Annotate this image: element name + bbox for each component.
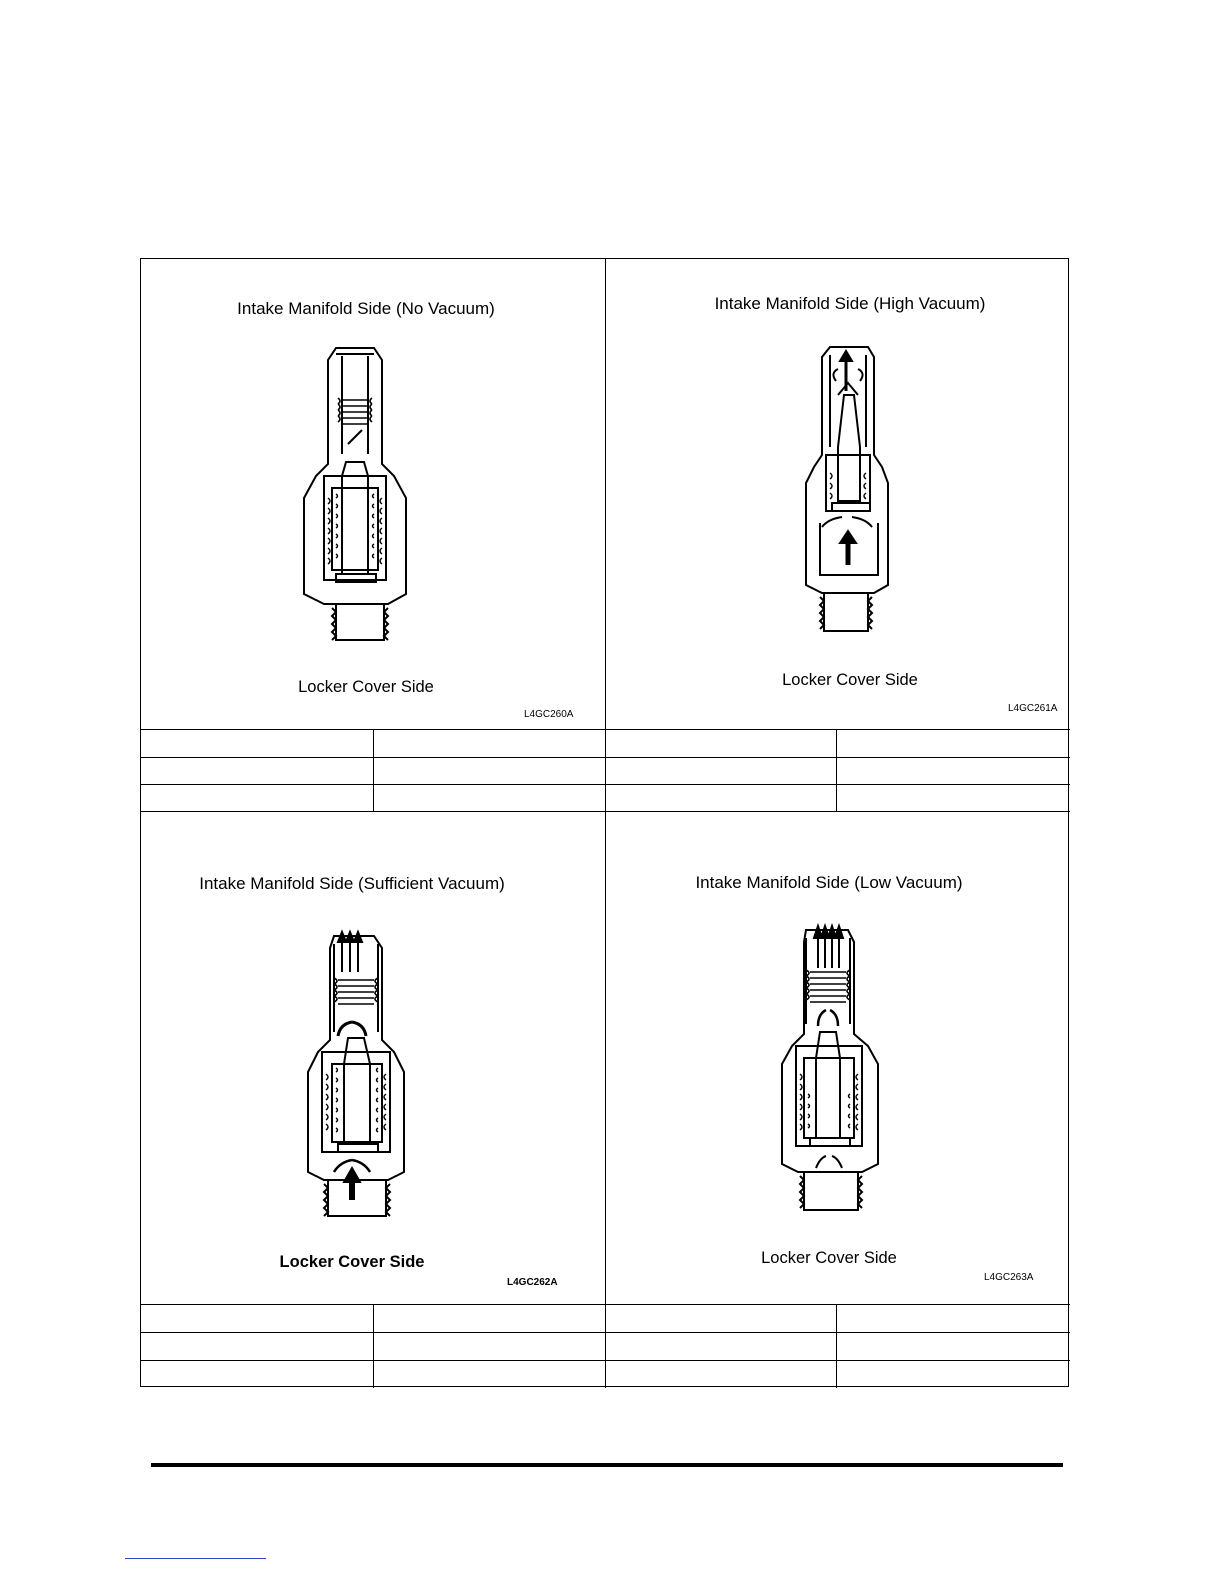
grid-divider: [141, 1360, 1070, 1361]
pcv-valve-sufficient-vacuum-diagram: [304, 928, 408, 1218]
grid-divider: [373, 1304, 374, 1388]
pcv-valve-no-vacuum-diagram: [302, 348, 408, 642]
figure-code: L4GC260A: [524, 709, 574, 720]
panel-bottom-label: Locker Cover Side: [279, 1253, 425, 1271]
panel-title: Intake Manifold Side (High Vacuum): [714, 294, 986, 313]
grid-divider: [141, 729, 1070, 730]
panel-bottom-label: Locker Cover Side: [298, 678, 434, 696]
grid-divider: [141, 784, 1070, 785]
grid-divider: [605, 259, 606, 1388]
panel-title: Intake Manifold Side (No Vacuum): [237, 299, 495, 318]
grid-divider: [836, 729, 837, 811]
figure-code: L4GC263A: [984, 1272, 1034, 1283]
footer-link-underline[interactable]: [125, 1558, 266, 1559]
grid-divider: [141, 811, 1070, 812]
panel-title: Intake Manifold Side (Sufficient Vacuum): [199, 874, 505, 893]
panel-title: Intake Manifold Side (Low Vacuum): [695, 873, 963, 892]
panel-bottom-label: Locker Cover Side: [761, 1249, 897, 1267]
panel-bottom-label: Locker Cover Side: [782, 671, 918, 689]
figure-grid: [140, 258, 1069, 1387]
grid-divider: [141, 757, 1070, 758]
figure-code: L4GC261A: [1008, 703, 1058, 714]
pcv-valve-low-vacuum-diagram: [778, 924, 884, 1212]
figure-code: L4GC262A: [507, 1277, 558, 1288]
grid-divider: [373, 729, 374, 811]
footer-rule: [151, 1463, 1063, 1467]
grid-divider: [836, 1304, 837, 1388]
grid-divider: [141, 1332, 1070, 1333]
grid-divider: [141, 1304, 1070, 1305]
pcv-valve-high-vacuum-diagram: [802, 343, 892, 633]
